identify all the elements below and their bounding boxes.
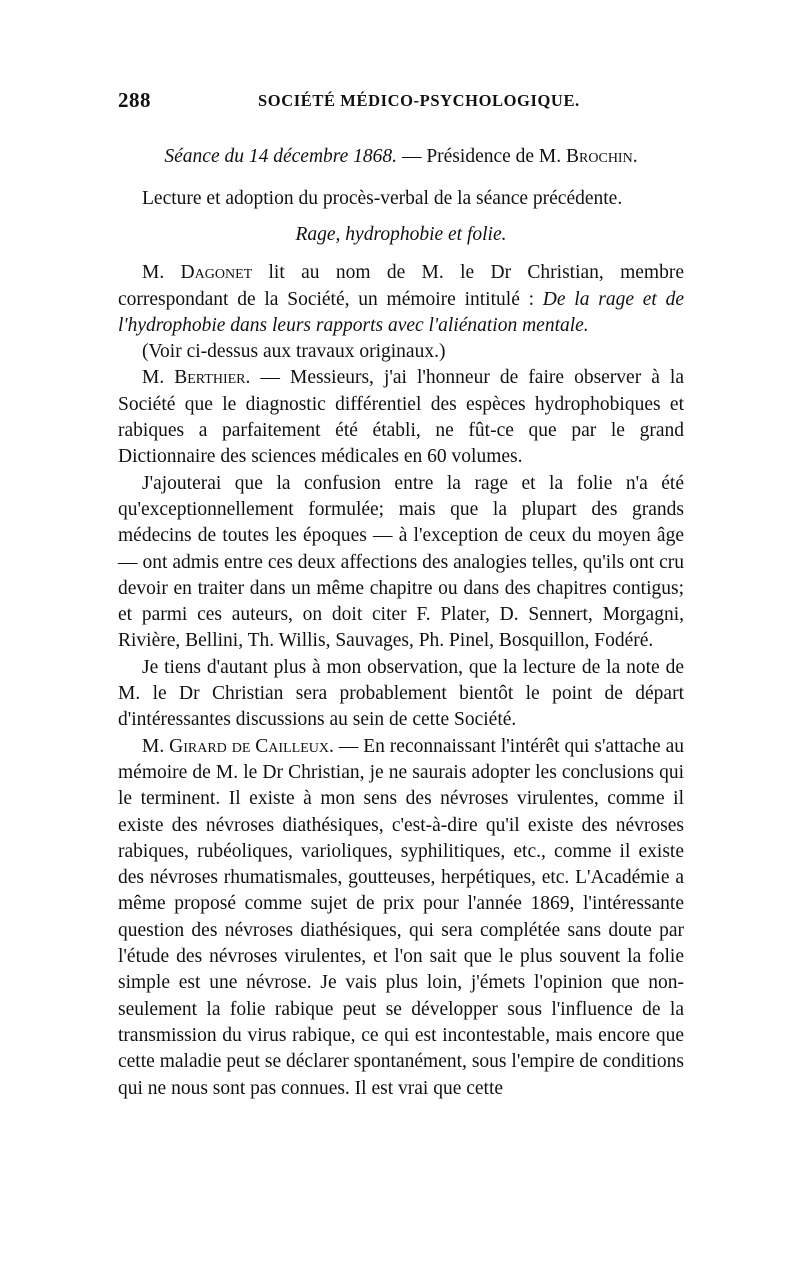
intro-paragraph: Lecture et adoption du procès-verbal de la séance précédente. <box>142 188 623 209</box>
paragraph-confusion: J'ajouterai que la confusion entre la rage et la folie n'a été qu'exceptionnellement formulée; mais que la plupart des grands médecins de toutes les époques — à l'exception de ceux du moyen âge — ont admis entre ces deux affections des analogies telles, qu'ils ont cru devoir en traiter dans un même chapitre ou dans des chapitres contigus; et parmi ces auteurs, on doit citer F. Plater, D. Sennert, Morgagni, Rivière, Bellini, Th. Willis, Sauvages, Ph. Pinel, Bosquillon, Fodéré. <box>118 472 684 652</box>
speaker-berthier: M. Berthier. <box>142 367 251 389</box>
paragraph-observation: Je tiens d'autant plus à mon observation, que la lecture de la note de M. le Dr Christian sera probablement bientôt le point de départ d'intéressantes discussions au sein de cette Société. <box>118 656 684 731</box>
paragraph-dagonet <box>118 260 684 339</box>
paragraph-dagonet-text: lit au nom de M. le Dr Christian, membre correspondant de la Société, un mémoire intitulé : <box>118 262 684 310</box>
memoir-title: De la rage et de l'hydrophobie dans leurs rapports avec l'aliénation mentale. <box>118 288 684 336</box>
paragraph-girard <box>118 734 684 1102</box>
session-presidence: — Présidence de M. <box>397 146 567 167</box>
page-number: 288 <box>118 88 151 112</box>
session-line <box>118 142 684 172</box>
page <box>118 88 684 1102</box>
paragraph-berthier <box>118 365 684 470</box>
paragraph-berthier-text: — Messieurs, j'ai l'honneur de faire observer à la Société que le diagnostic différentiel des espèces hydrophobiques et rabiques a parfaitement été établi, ne fût-ce que par le grand Dictionnaire des sciences médicales en 60 volumes. <box>118 367 684 468</box>
paragraph-note: (Voir ci-dessus aux travaux originaux.) <box>142 341 446 363</box>
paragraph-girard-text: — En reconnaissant l'intérêt qui s'attache au mémoire de M. le Dr Christian, je ne saurais adopter les conclusions qui le terminent. Il existe à mon sens des névroses virulentes, comme il existe des névroses diathésiques, c'est-à-dire qu'il existe des névroses rabiques, rubéoliques, varioliques, syphilitiques, etc., comme il existe des névroses rhumatismales, goutteuses, herpétiques, etc. L'Académie a même proposé comme sujet de prix pour l'année 1869, l'intéressante question des névroses diathésiques, qui sera complétée sans doute par l'étude des névroses virulentes, et l'on sait que le plus souvent la folie simple est une névrose. Je vais plus loin, j'émets l'opinion que non-seulement la folie rabique peut se développer sous l'influence de la transmission du virus rabique, ce qui est incontestable, mais encore que cette maladie peut se déclarer spontanément, sous l'empire de conditions qui ne nous sont pas connues. Il est vrai que cette <box>118 735 685 1099</box>
section-subheading: Rage, hydrophobie et folie. <box>295 224 507 246</box>
session-date: Séance du 14 décembre 1868. <box>164 146 398 167</box>
session-president: Brochin <box>566 146 633 167</box>
session-end: . <box>632 146 638 167</box>
header-title: SOCIÉTÉ MÉDICO-PSYCHOLOGIQUE. <box>258 91 580 110</box>
speaker-girard: M. Girard de Cailleux. <box>142 735 334 757</box>
speaker-dagonet: M. Dagonet <box>142 262 253 284</box>
running-head <box>118 88 684 118</box>
